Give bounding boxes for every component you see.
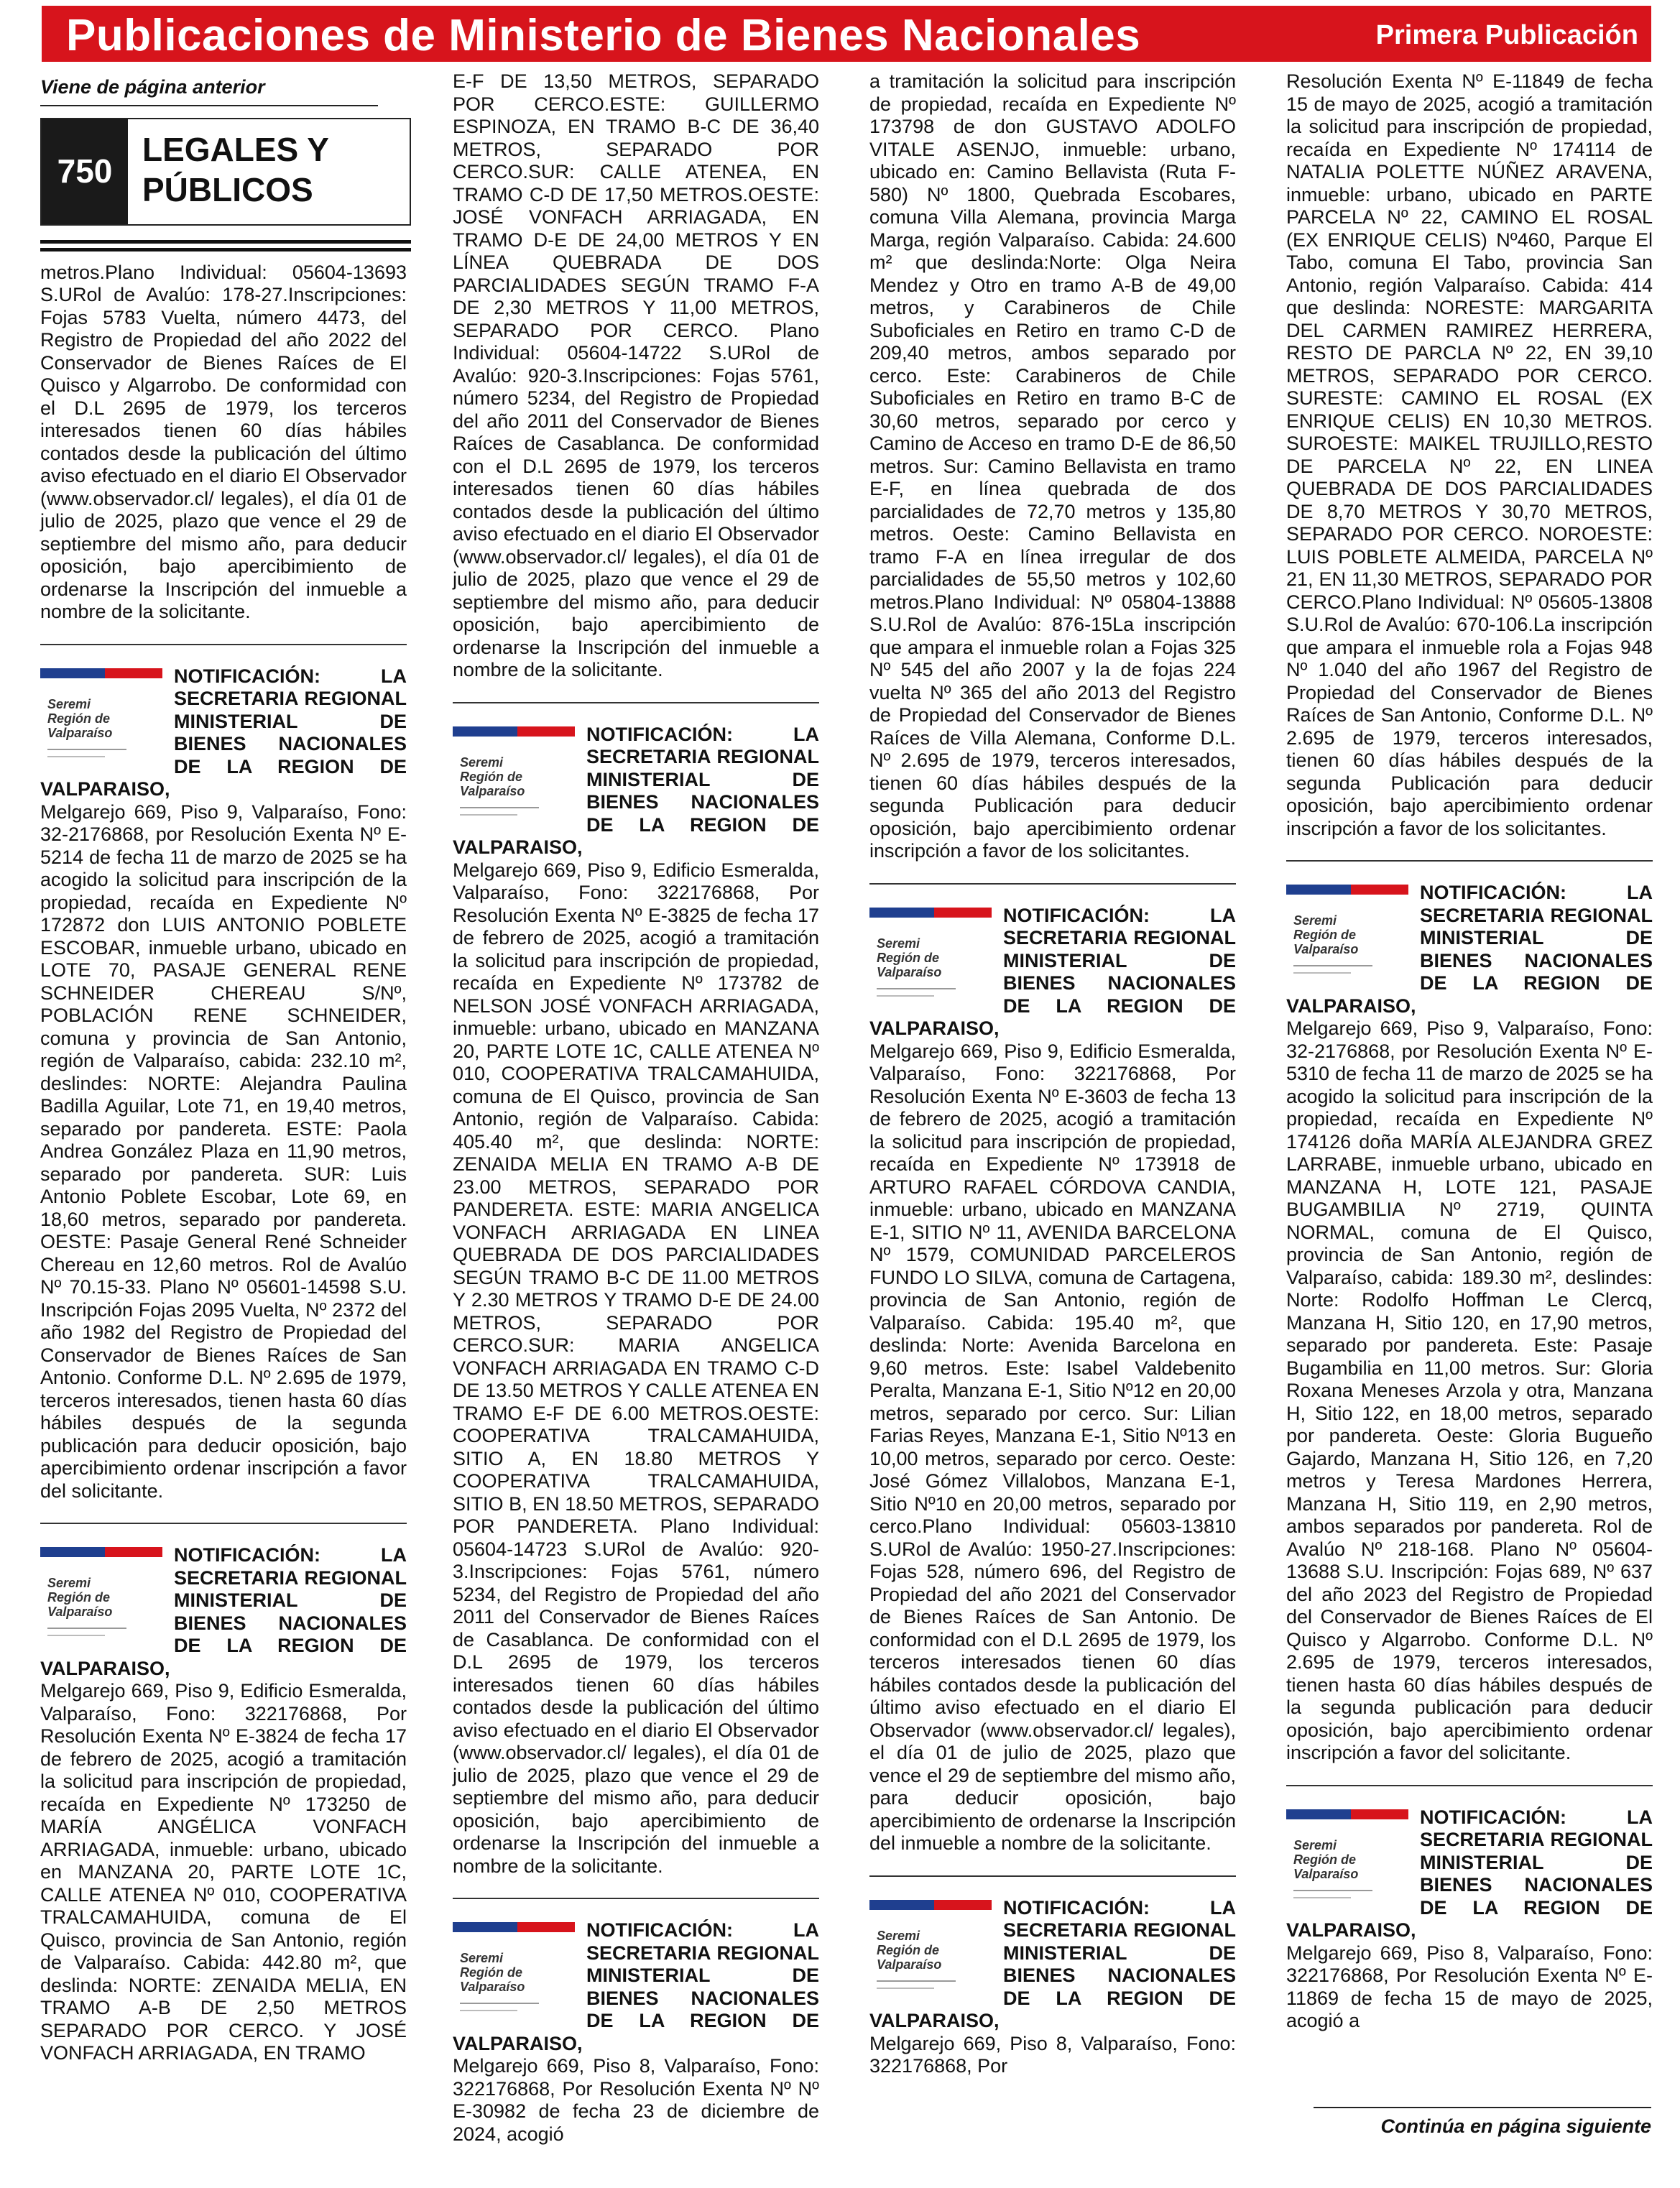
- section-name: LEGALES Y PÚBLICOS: [142, 130, 329, 208]
- viene-rule: [40, 105, 378, 106]
- logo-text-line: Valparaíso: [1293, 1866, 1359, 1881]
- logo-red-bar: [105, 668, 162, 678]
- logo-text-line: Seremi: [460, 1951, 504, 1965]
- logo-text-line: Seremi: [47, 696, 91, 711]
- logo-blue-bar: [453, 1922, 517, 1932]
- notice-heading: NOTIFICACIÓN: LA SECRETARIA REGIONAL MINISTERIAL DE BIENES NACIONALES DE LA REGION DE VALPARAISO,: [453, 1919, 819, 2054]
- logo-text-line: Región de: [460, 769, 523, 784]
- logo-text-line: Valparaíso: [877, 1957, 942, 1972]
- seremi-logo: [453, 726, 575, 820]
- logo-underline: [47, 756, 105, 757]
- viene-label: Viene de página anterior: [40, 76, 265, 98]
- logo-red-bar: [517, 726, 575, 737]
- notice: [869, 1897, 1236, 2078]
- notice-heading: NOTIFICACIÓN: LA SECRETARIA REGIONAL MINISTERIAL DE BIENES NACIONALES DE LA REGION DE VALPARAISO,: [40, 1544, 407, 1679]
- notice: [40, 1544, 407, 2065]
- logo-text-line: Seremi: [1293, 913, 1337, 928]
- notice-body: Melgarejo 669, Piso 8, Valparaíso, Fono: 322176868, Por Resolución Exenta Nº Nº E-30982 de fecha 23 de diciembre de 2024, acogió: [453, 2055, 819, 2145]
- notice-separator: [453, 702, 819, 703]
- logo-underline: [460, 814, 517, 816]
- notice-heading: NOTIFICACIÓN: LA SECRETARIA REGIONAL MINISTERIAL DE BIENES NACIONALES DE LA REGION DE VALPARAISO,: [40, 665, 407, 800]
- logo-text-line: Región de: [1293, 1852, 1357, 1867]
- logo-underline: [877, 1988, 934, 1989]
- notice-heading: NOTIFICACIÓN: LA SECRETARIA REGIONAL MINISTERIAL DE BIENES NACIONALES DE LA REGION DE VALPARAISO,: [453, 723, 819, 858]
- logo-red-bar: [1351, 1809, 1408, 1819]
- seremi-logo: [869, 908, 992, 1001]
- logo-text-line: Región de: [460, 1965, 523, 1980]
- notice: [40, 665, 407, 1503]
- logo-text: [877, 936, 941, 979]
- notice-body: Melgarejo 669, Piso 9, Edificio Esmeralda, Valparaíso, Fono: 322176868, Por Resolución Exenta Nº E-3824 de fecha 17 de febrero de 2025, acogió a tramitación la solicitud para inscripción de propiedad, recaída en Expediente Nº 173250 de MARÍA ANGÉLICA VONFACH ARRIAGADA, inmueble: urbano, ubicado en MANZANA 20, PARTE LOTE 1C, CALLE ATENEA Nº 010, COOPERATIVA TRALCAMAHUIDA, comuna de El Quisco, provincia de San Antonio, región de Valparaíso. Cabida: 442.80 m², que deslinda: NORTE: ZENAIDA MELIA, EN TRAMO A-B DE 2,50 METROS SEPARADO POR CERCO. Y JOSÉ VONFACH ARRIAGADA, EN TRAMO: [40, 1680, 407, 2064]
- logo-underline: [460, 807, 539, 808]
- notice-continuation-text: metros.Plano Individual: 05604-13693 S.URol de Avalúo: 178-27.Inscripciones: Fojas 5783 Vuelta, número 4473, del Registro de Propiedad del año 2022 del Conservador de Bienes Raíces de El Quisco y Algarrobo. De conformidad con el D.L 2695 de 1979, los terceros interesados tienen 60 días hábiles contados desde la publicación del último aviso efectuado en el diario El Observador (www.observador.cl/ legales), el día 01 de julio de 2025, plazo que vence el 29 de septiembre del mismo año, para deducir oposición, bajo apercibimiento de ordenarse la Inscripción del inmueble a nombre de la solicitante.: [40, 261, 407, 622]
- logo-text-line: Seremi: [877, 936, 920, 951]
- notice-separator: [453, 1898, 819, 1899]
- logo-red-bar: [934, 908, 992, 918]
- logo-underline: [1293, 965, 1372, 966]
- logo-underline: [47, 1635, 105, 1636]
- logo-text-line: Seremi: [1293, 1837, 1337, 1852]
- logo-underline: [1293, 1897, 1351, 1898]
- logo-blue-bar: [1286, 885, 1351, 895]
- logo-underline: [47, 749, 126, 750]
- notice-continuation-text: a tramitación la solicitud para inscripción de propiedad, recaída en Expediente Nº 173798 de don GUSTAVO ADOLFO VITALE ASENJO, inmueble: urbano, ubicado en: Camino Bellavista (Ruta F-580) Nº 1800, Quebrada Escobares, comuna Villa Alemana, provincia Marga Marga, región Valparaíso. Cabida: 24.600 m² que deslinda:Norte: Olga Neira Mendez y Otro en tramo A-B de 49,00 metros, y Carabineros de Chile Suboficiales en Retiro en tramo C-D de 209,40 metros, ambos separado por cerco. Este: Carabineros de Chile Suboficiales en Retiro en tramo B-C de 30,60 metros, separado por cerco y Camino de Acceso en tramo D-E de 86,50 metros. Sur: Camino Bellavista en tramo E-F, en línea quebrada de dos parcialidades de 72,70 metros y 135,80 metros. Oeste: Camino Bellavista en tramo F-A en línea irregular de dos parcialidades de 55,50 metros y 102,60 metros.Plano Individual: Nº 05804-13888 S.U.Rol de Avalúo: 876-15La inscripción que ampara el inmueble rolan a Fojas 325 Nº 545 del año 2007 y la de fojas 224 vuelta Nº 365 del año 2013 del Registro de Propiedad del Conservador de Bienes Raíces de Villa Alemana, Conforme D.L. Nº 2.695 de 1979, terceros interesados, tienen 60 días hábiles después de la segunda Publicación para deducir oposición, bajo apercibimiento ordenar inscripción a favor de los solicitantes.: [869, 70, 1236, 862]
- logo-red-bar: [105, 1547, 162, 1557]
- logo-blue-bar: [40, 668, 105, 678]
- column-1: [40, 70, 407, 2065]
- column-2: [453, 70, 819, 2146]
- logo-blue-bar: [869, 908, 934, 918]
- logo-blue-bar: [40, 1547, 105, 1557]
- logo-text-line: Valparaíso: [1293, 942, 1359, 956]
- notice-separator: [1286, 860, 1653, 862]
- seremi-logo: [1286, 885, 1408, 978]
- notice-heading: NOTIFICACIÓN: LA SECRETARIA REGIONAL MINISTERIAL DE BIENES NACIONALES DE LA REGION DE VALPARAISO,: [869, 1896, 1236, 2031]
- logo-text-line: Valparaíso: [460, 783, 525, 798]
- notice-body: Melgarejo 669, Piso 8, Valparaíso, Fono: 322176868, Por: [869, 2032, 1236, 2077]
- notice: [1286, 882, 1653, 1765]
- logo-text: [47, 697, 112, 740]
- notice-body: Melgarejo 669, Piso 8, Valparaíso, Fono: 322176868, Por Resolución Exenta Nº E-11869 de fecha 15 de mayo de 2025, acogió a: [1286, 1942, 1653, 2031]
- notice-continuation-text: Resolución Exenta Nº E-11849 de fecha 15 de mayo de 2025, acogió a tramitación la solicitud para inscripción de propiedad, recaída en Expediente Nº 174114 de NATALIA POLETTE NÚÑEZ ARAVENA, inmueble: urbano, ubicado en PARTE PARCELA Nº 22, CAMINO EL ROSAL (EX ENRIQUE CELIS) Nº460, Parque El Tabo, comuna El Tabo, provincia San Antonio, región Valparaíso. Cabida: 414 que deslinda: NORESTE: MARGARITA DEL CARMEN RAMIREZ HERRERA, RESTO DE PARCLA Nº 22, EN 39,10 METROS, SEPARADO POR CERCO. SURESTE: CAMINO EL ROSAL (EX ENRIQUE CELIS) EN 10,30 METROS. SUROESTE: MAIKEL TRUJILLO,RESTO DE PARCELA Nº 22, EN LINEA QUEBRADA DE DOS PARCIALIDADES DE 8,70 METROS Y 30,70 METROS, SEPARADO POR CERCO. NOROESTE: LUIS POBLETE ALMEIDA, PARCELA Nº 21, EN 11,30 METROS, SEPARADO POR CERCO.Plano Individual: Nº 05605-13808 S.U.Rol de Avalúo: 670-106.La inscripción que ampara el inmueble rola a Fojas 948 Nº 1.040 del año 1967 del Registro de Propiedad del Conservador de Bienes Raíces de San Antonio, Conforme D.L. Nº 2.695 de 1979, terceros interesados, tienen 60 días hábiles después de la segunda Publicación para deducir oposición, bajo apercibimiento ordenar inscripción a favor de los solicitantes.: [1286, 70, 1653, 839]
- logo-text: [47, 1576, 112, 1619]
- notice-body: Melgarejo 669, Piso 9, Valparaíso, Fono: 32-2176868, por Resolución Exenta Nº E-5214 de fecha 11 de marzo de 2025 se ha acogido la solicitud para inscripción de la propiedad, recaída en Expediente Nº 172872 don LUIS ANTONIO POBLETE ESCOBAR, inmueble urbano, ubicado en LOTE 70, PASAJE GENERAL RENE SCHNEIDER CHEREAU S/Nº, POBLACIÓN RENE SCHNEIDER, comuna y provincia de San Antonio, región de Valparaíso, cabida: 232.10 m², deslindes: NORTE: Alejandra Paulina Badilla Aguilar, Lote 71, en 19,40 metros, separado por pandereta. ESTE: Paola Andrea González Plaza en 11,90 metros, separado por pandereta. SUR: Luis Antonio Poblete Escobar, Lote 69, en 18,60 metros, separado por pandereta. OESTE: Pasaje General René Schneider Chereau en 12,60 metros. Rol de Avalúo Nº 70.15-33. Plano Nº 05601-14598 S.U. Inscripción Fojas 2095 Vuelta, Nº 2372 del año 1982 del Registro de Propiedad del Conservador de Bienes Raíces de San Antonio. Conforme D.L. Nº 2.695 de 1979, terceros interesados, tienen hasta 60 días hábiles después de la segunda publicación para deducir oposición, bajo apercibimiento ordenar inscripción a favor del solicitante.: [40, 800, 407, 1502]
- notice-separator: [1286, 1785, 1653, 1786]
- notice: [453, 724, 819, 1878]
- logo-blue-bar: [453, 726, 517, 737]
- notice-heading: NOTIFICACIÓN: LA SECRETARIA REGIONAL MINISTERIAL DE BIENES NACIONALES DE LA REGION DE VALPARAISO,: [869, 904, 1236, 1039]
- logo-text-line: Seremi: [877, 1928, 920, 1943]
- section-number: 750: [42, 119, 128, 224]
- logo-text-line: Valparaíso: [47, 725, 113, 740]
- logo-text: [1293, 1838, 1358, 1881]
- logo-text-line: Región de: [877, 1942, 940, 1957]
- logo-blue-bar: [869, 1900, 934, 1910]
- notice-continuation-text: E-F DE 13,50 METROS, SEPARADO POR CERCO.ESTE: GUILLERMO ESPINOZA, EN TRAMO B-C DE 36,40 METROS, SEPARADO POR CERCO.SUR: CALLE ATENEA, EN TRAMO C-D DE 17,50 METROS.OESTE: JOSÉ VONFACH ARRIAGADA, EN TRAMO D-E DE 24,00 METROS Y EN LÍNEA QUEBRADA DE DOS PARCIALIDADES SEGÚN TRAMO F-A DE 2,30 METROS Y 11,00 METROS, SEPARADO POR CERCO. Plano Individual: 05604-14722 S.URol de Avalúo: 920-3.Inscripciones: Fojas 5761, número 5234, del Registro de Propiedad del año 2011 del Conservador de Bienes Raíces de Casablanca. De conformidad con el D.L 2695 de 1979, los terceros interesados tienen 60 días hábiles contados desde la publicación del último aviso efectuado en el diario El Observador (www.observador.cl/ legales), el día 01 de julio de 2025, plazo que vence el 29 de septiembre del mismo año, para deducir oposición, bajo apercibimiento de ordenarse la Inscripción del inmueble a nombre de la solicitante.: [453, 70, 819, 680]
- logo-underline: [460, 2010, 517, 2011]
- page-title: Publicaciones de Ministerio de Bienes Nacionales: [66, 11, 1141, 60]
- logo-text-line: Región de: [1293, 928, 1357, 942]
- logo-text-line: Valparaíso: [47, 1605, 113, 1619]
- publication-label: Primera Publicación: [1375, 20, 1638, 50]
- notice-separator: [40, 1523, 407, 1524]
- logo-text-line: Región de: [877, 950, 940, 965]
- continua-label: Continúa en página siguiente: [1314, 2107, 1651, 2138]
- seremi-logo: [453, 1922, 575, 2016]
- notice: [1286, 1806, 1653, 2033]
- logo-text: [1293, 913, 1358, 956]
- logo-text: [460, 1951, 525, 1994]
- double-rule: [40, 240, 411, 251]
- seremi-logo: [40, 668, 162, 762]
- logo-underline: [460, 2003, 539, 2004]
- seremi-logo: [40, 1547, 162, 1640]
- logo-text: [460, 755, 525, 798]
- logo-blue-bar: [1286, 1809, 1351, 1819]
- logo-underline: [1293, 1890, 1372, 1891]
- logo-underline: [1293, 972, 1351, 974]
- notice: [869, 905, 1236, 1855]
- logo-red-bar: [1351, 885, 1408, 895]
- notice-body: Melgarejo 669, Piso 9, Edificio Esmeralda, Valparaíso, Fono: 322176868, Por Resolución Exenta Nº E-3825 de fecha 17 de febrero de 2025, acogió a tramitación la solicitud para inscripción de propiedad, recaída en Expediente Nº 173782 de NELSON JOSÉ VONFACH ARRIAGADA, inmueble: urbano, ubicado en MANZANA 20, PARTE LOTE 1C, CALLE ATENEA Nº 010, COOPERATIVA TRALCAMAHUIDA, comuna de El Quisco, provincia de San Antonio, región de Valparaíso. Cabida: 405.40 m², que deslinda: NORTE: ZENAIDA MELIA EN TRAMO A-B DE 23.00 METROS, SEPARADO POR PANDERETA. ESTE: MARIA ANGELICA VONFACH ARRIAGADA EN LINEA QUEBRADA DE DOS PARCIALIDADES SEGÚN TRAMO B-C DE 11.00 METROS Y 2.30 METROS Y TRAMO D-E DE 24.00 METROS, SEPARADO POR CERCO.SUR: MARIA ANGELICA VONFACH ARRIAGADA EN TRAMO C-D DE 13.50 METROS Y CALLE ATENEA EN TRAMO E-F DE 6.00 METROS.OESTE: COOPERATIVA TRALCAMAHUIDA, SITIO A, EN 18.80 METROS Y COOPERATIVA TRALCAMAHUIDA, SITIO B, EN 18.50 METROS, SEPARADO POR PANDERETA. Plano Individual: 05604-14723 S.URol de Avalúo: 920-3.Inscripciones: Fojas 5761, número 5234, del Registro de Propiedad del año 2011 del Conservador de Bienes Raíces de Casablanca. De conformidad con el D.L 2695 de 1979, los terceros interesados tienen 60 días hábiles contados desde la publicación del último aviso efectuado en el diario El Observador (www.observador.cl/ legales), el día 01 de julio de 2025, plazo que vence el 29 de septiembre del mismo año, para deducir oposición, bajo apercibimiento de ordenarse la Inscripción del inmueble a nombre de la solicitante.: [453, 859, 819, 1877]
- seremi-logo: [869, 1900, 992, 1993]
- notice-heading: NOTIFICACIÓN: LA SECRETARIA REGIONAL MINISTERIAL DE BIENES NACIONALES DE LA REGION DE VALPARAISO,: [1286, 882, 1653, 1017]
- logo-red-bar: [934, 1900, 992, 1910]
- logo-text-line: Valparaíso: [877, 964, 942, 979]
- seremi-logo: [1286, 1809, 1408, 1903]
- logo-text: [877, 1929, 941, 1972]
- logo-underline: [877, 988, 956, 989]
- notice: [453, 1919, 819, 2146]
- section-box: [40, 118, 411, 226]
- logo-text-line: Seremi: [47, 1576, 91, 1590]
- logo-underline: [877, 995, 934, 997]
- logo-red-bar: [517, 1922, 575, 1932]
- notice-body: Melgarejo 669, Piso 9, Valparaíso, Fono: 32-2176868, por Resolución Exenta Nº E-5310 de fecha 11 de marzo de 2025 se ha acogido la solicitud para inscripción de la propiedad, recaída en Expediente Nº 174126 doña MARÍA ALEJANDRA GREZ LARRABE, inmueble urbano, ubicado en MANZANA H, LOTE 121, PASAJE BUGAMBILIA Nº 2719, QUINTA NORMAL, comuna de El Quisco, provincia de San Antonio, región de Valparaíso, cabida: 189.30 m², deslindes: Norte: Rodolfo Hoffman Le Clercq, Manzana H, Sitio 120, en 17,90 metros, separado por pandereta. Este: Pasaje Bugambilia en 11,00 metros. Sur: Gloria Roxana Meneses Arzola y otra, Manzana H, Sitio 122, en 18,00 metros, separado por pandereta. Oeste: Gloria Bugueño Gajardo, Manzana H, Sitio 126, en 7,20 metros y Teresa Mardones Herrera, Manzana H, Sitio 119, en 2,90 metros, ambos separados por pandereta. Rol de Avalúo Nº 218-168. Plano Nº 05604-13688 S.U. Inscripción: Fojas 689, Nº 637 del año 2023 del Registro de Propiedad del Conservador de Bienes Raíces de El Quisco y Algarrobo. Conforme D.L. Nº 2.695 de 1979, terceros interesados, tienen hasta 60 días hábiles después de la segunda publicación para deducir oposición, bajo apercibimiento ordenar inscripción a favor del solicitante.: [1286, 1017, 1653, 1763]
- notice-body: Melgarejo 669, Piso 9, Edificio Esmeralda, Valparaíso, Fono: 322176868, Por Resolución Exenta Nº E-3603 de fecha 13 de febrero de 2025, acogió a tramitación la solicitud para inscripción de propiedad, recaída en Expediente Nº 173918 de ARTURO RAFAEL CÓRDOVA CANDIA, inmueble: urbano, ubicado en MANZANA E-1, SITIO Nº 11, AVENIDA BARCELONA Nº 1579, COMUNIDAD PARCELEROS FUNDO LO SILVA, comuna de Cartagena, provincia de San Antonio, región de Valparaíso. Cabida: 195.40 m², que deslinda: Norte: Avenida Barcelona en 9,60 metros. Este: Isabel Valdebenito Peralta, Manzana E-1, Sitio Nº12 en 20,00 metros, separado por cerco. Sur: Lilian Farias Reyes, Manzana E-1, Sitio Nº13 en 10,00 metros, separado por cerco. Oeste: José Gómez Villalobos, Manzana E-1, Sitio Nº10 en 20,00 metros, separado por cerco.Plano Individual: 05603-13810 S.URol de Avalúo: 1950-27.Inscripciones: Fojas 528, número 696, del Registro de Propiedad del año 2021 del Conservador de Bienes Raíces de San Antonio. De conformidad con el D.L 2695 de 1979, los terceros interesados tienen 60 días hábiles contados desde la publicación del último aviso efectuado en el diario El Observador (www.observador.cl/ legales), el día 01 de julio de 2025, plazo que vence el 29 de septiembre del mismo año, para deducir oposición, bajo apercibimiento de ordenarse la Inscripción del inmueble a nombre de la solicitante.: [869, 1040, 1236, 1854]
- column-4: [1286, 70, 1653, 2033]
- logo-text-line: Seremi: [460, 754, 504, 770]
- page-banner: [42, 6, 1651, 62]
- logo-text-line: Región de: [47, 1590, 111, 1605]
- logo-text-line: Región de: [47, 711, 111, 726]
- notice-separator: [869, 883, 1236, 885]
- notice-separator: [869, 1875, 1236, 1877]
- column-3: [869, 70, 1236, 2078]
- logo-underline: [47, 1628, 126, 1629]
- notice-separator: [40, 644, 407, 645]
- logo-underline: [877, 1980, 956, 1982]
- notice-heading: NOTIFICACIÓN: LA SECRETARIA REGIONAL MINISTERIAL DE BIENES NACIONALES DE LA REGION DE VALPARAISO,: [1286, 1806, 1653, 1941]
- logo-text-line: Valparaíso: [460, 1980, 525, 1994]
